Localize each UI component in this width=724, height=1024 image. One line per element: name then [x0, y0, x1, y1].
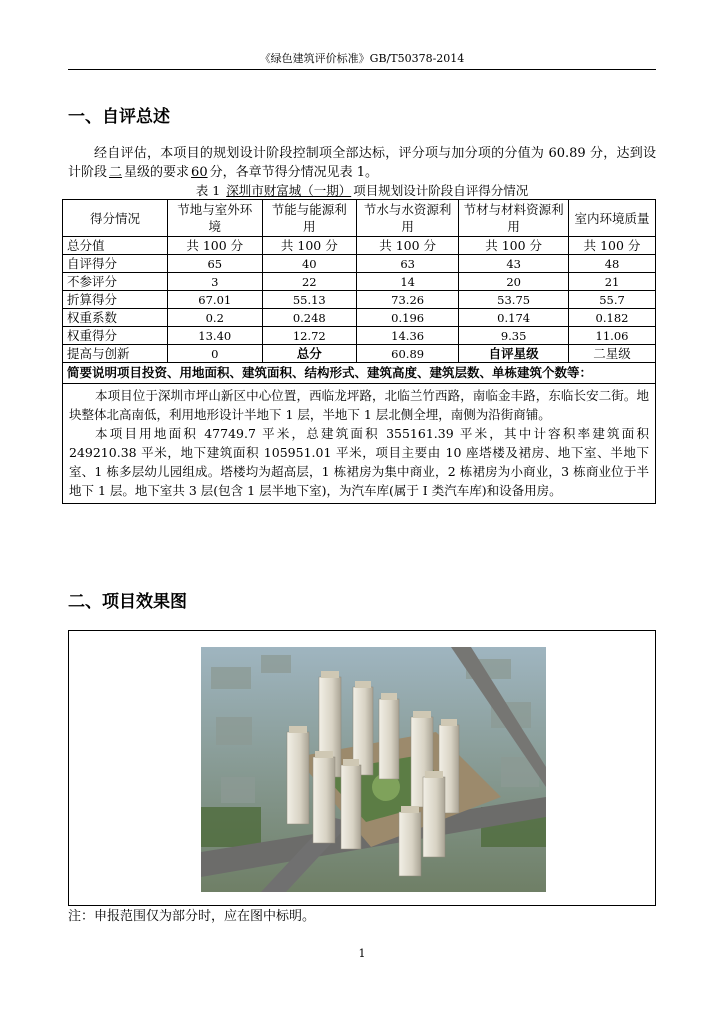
total-value: 60.89 [357, 345, 459, 363]
row-label: 不参评分 [63, 273, 168, 291]
table-cell: 12.72 [262, 327, 357, 345]
table-caption [68, 182, 656, 199]
star-value: 二星级 [569, 345, 656, 363]
summary-body-row [63, 384, 656, 504]
header-cell: 节水与水资源利用 [357, 200, 459, 237]
rendering-frame [68, 630, 656, 906]
table-cell: 55.13 [262, 291, 357, 309]
table-cell: 65 [168, 255, 263, 273]
table-cell: 43 [459, 255, 569, 273]
table-row [63, 327, 656, 345]
table-row [63, 237, 656, 255]
table-cell: 63 [357, 255, 459, 273]
section-heading-summary: 一、自评总述 [68, 107, 170, 127]
intro-text-pre: 经自评估，本项目的规划设计阶段控制项全部达标，评分项与加分项的分值为 60.89 分，达到设计阶段 [68, 146, 656, 180]
row-label: 提高与创新 [63, 345, 168, 363]
row-label: 权重系数 [63, 309, 168, 327]
table-cell: 55.7 [569, 291, 656, 309]
row-label: 权重得分 [63, 327, 168, 345]
total-label: 总分 [262, 345, 357, 363]
header-cell: 节地与室外环境 [168, 200, 263, 237]
table-cell: 73.26 [357, 291, 459, 309]
header-cell: 室内环境质量 [569, 200, 656, 237]
table-cell: 共 100 分 [262, 237, 357, 255]
table-cell: 14 [357, 273, 459, 291]
table-cell: 40 [262, 255, 357, 273]
innovation-row [63, 345, 656, 363]
summary-body [63, 384, 656, 504]
table-row [63, 255, 656, 273]
row-label: 自评得分 [63, 255, 168, 273]
star-label: 自评星级 [459, 345, 569, 363]
table-cell: 0.196 [357, 309, 459, 327]
header-cell: 节材与材料资源利用 [459, 200, 569, 237]
caption-text: 项目规划设计阶段自评得分情况 [353, 183, 529, 198]
table-cell: 14.36 [357, 327, 459, 345]
table-row [63, 309, 656, 327]
summary-paragraph: 本项目用地面积 47749.7 平米，总建筑面积 355161.39 平米，其中计容积率建筑面积 249210.38 平米，地下建筑面积 105951.01 平米，项目主要由 10 座塔楼及裙房、地下室、半地下室、1 栋多层幼儿园组成。塔楼均为超高层，1 栋裙房为集中商业，2 栋裙房为小商业，3 栋商业位于半地下 1 层。地下室共 3 层(包含 1 层半地下室)，为汽车库(属于 I 类汽车库)和设备用房。 [69, 426, 649, 498]
table-cell: 67.01 [168, 291, 263, 309]
caption-number: 表 1 [195, 183, 225, 198]
header-corner: 得分情况 [63, 200, 168, 237]
table-cell: 共 100 分 [569, 237, 656, 255]
table-row [63, 291, 656, 309]
table-cell: 11.06 [569, 327, 656, 345]
table-cell: 0.174 [459, 309, 569, 327]
intro-text-post: 分，各章节得分情况见表 1。 [209, 165, 378, 180]
intro-paragraph [68, 144, 656, 182]
running-header: 《绿色建筑评价标准》GB/T50378-2014 [259, 52, 465, 65]
table-cell: 48 [569, 255, 656, 273]
table-cell: 0.182 [569, 309, 656, 327]
table-cell: 3 [168, 273, 263, 291]
table-cell: 0.2 [168, 309, 263, 327]
intro-star-level: 二 [109, 165, 123, 180]
table-cell: 53.75 [459, 291, 569, 309]
table-header-row [63, 200, 656, 237]
intro-score: 60 [191, 165, 208, 180]
summary-paragraph: 本项目位于深圳市坪山新区中心位置，西临龙坪路，北临兰竹西路，南临金丰路，东临长安二街。地块整体北高南低，利用地形设计半地下 1 层，半地下 1 层北侧全埋，南侧为沿街商铺。 [69, 388, 649, 422]
row-label: 总分值 [63, 237, 168, 255]
score-table [62, 199, 656, 504]
row-label: 折算得分 [63, 291, 168, 309]
header-rule [68, 69, 656, 70]
caption-project-name: 深圳市财富城（一期） [226, 183, 352, 198]
table-cell: 20 [459, 273, 569, 291]
table-cell: 13.40 [168, 327, 263, 345]
summary-heading-row [63, 363, 656, 384]
summary-heading: 简要说明项目投资、用地面积、建筑面积、结构形式、建筑高度、建筑层数、单栋建筑个数等： [63, 363, 656, 384]
table-cell: 共 100 分 [459, 237, 569, 255]
table-cell: 9.35 [459, 327, 569, 345]
table-cell: 共 100 分 [357, 237, 459, 255]
aerial-rendering-image [201, 647, 546, 892]
header-cell: 节能与能源利用 [262, 200, 357, 237]
section-heading-rendering: 二、项目效果图 [68, 592, 187, 612]
innovation-value: 0 [168, 345, 263, 363]
page-number: 1 [358, 947, 366, 960]
table-cell: 共 100 分 [168, 237, 263, 255]
table-cell: 21 [569, 273, 656, 291]
table-row [63, 273, 656, 291]
table-cell: 22 [262, 273, 357, 291]
table-cell: 0.248 [262, 309, 357, 327]
figure-note: 注：申报范围仅为部分时，应在图中标明。 [68, 909, 316, 924]
intro-text-mid: 星级的要求 [124, 165, 190, 180]
